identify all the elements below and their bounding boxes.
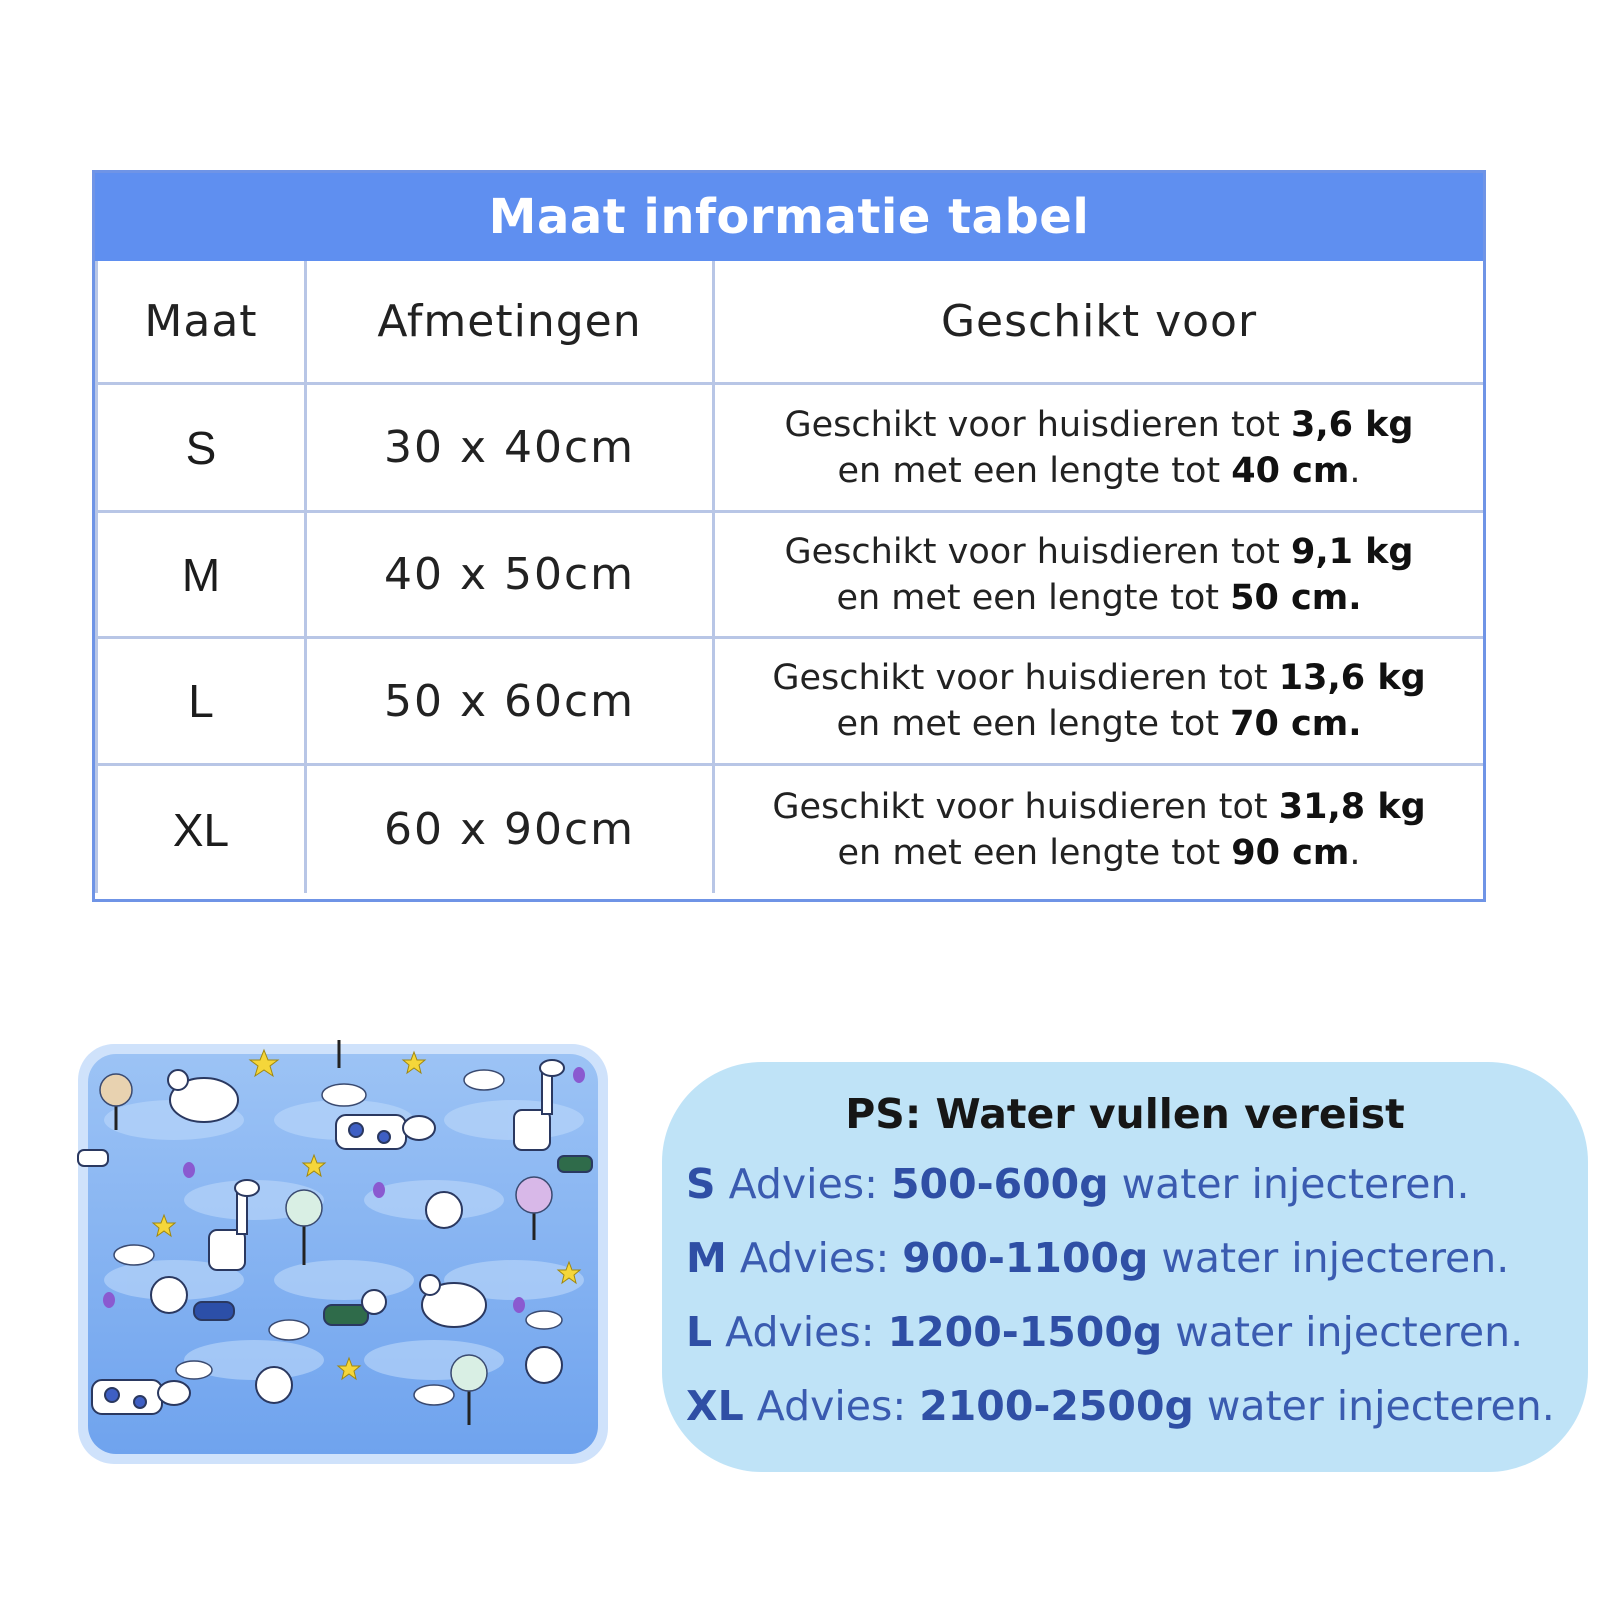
size-cell-m: M — [95, 513, 307, 639]
suitable-line-length — [838, 830, 1361, 876]
weight-value: 3,6 kg — [1290, 404, 1414, 445]
advice-line-l — [686, 1308, 1588, 1356]
length-value: 90 cm — [1231, 832, 1350, 873]
water-info-title: PS: Water vullen vereist — [845, 1090, 1405, 1138]
suitable-line-length — [836, 701, 1361, 747]
suitable-cell-s — [715, 385, 1483, 513]
advice-line-m — [686, 1234, 1588, 1282]
weight-value: 13,6 kg — [1278, 658, 1426, 698]
weight-value: 9,1 kg — [1290, 531, 1414, 572]
suitable-line-weight — [772, 655, 1425, 701]
size-cell-l: L — [95, 639, 307, 766]
column-header-size: Maat — [95, 261, 307, 385]
suitable-line-length — [838, 448, 1361, 494]
column-header-dimensions: Afmetingen — [307, 261, 715, 385]
text: Geschikt voor huisdieren tot — [772, 786, 1279, 827]
text: en met een lengte tot — [836, 704, 1231, 744]
length-value: 40 cm — [1231, 450, 1350, 491]
advice-size: L — [686, 1308, 713, 1356]
advice-amount: 900-1100g — [902, 1234, 1149, 1282]
dimensions-cell-l: 50 x 60cm — [307, 639, 715, 766]
advice-label: Advies: — [743, 1382, 920, 1430]
text: . — [1349, 450, 1361, 491]
text: Geschikt voor huisdieren tot — [784, 531, 1291, 572]
advice-amount: 500-600g — [891, 1160, 1109, 1208]
water-fill-info — [662, 1062, 1588, 1472]
suitable-cell-l — [715, 639, 1483, 766]
suitable-line-weight — [772, 784, 1425, 830]
table-grid — [95, 261, 1483, 899]
suitable-line-weight — [785, 402, 1414, 448]
length-value: 70 cm. — [1230, 704, 1362, 744]
advice-label: Advies: — [712, 1308, 888, 1356]
table-title: Maat informatie tabel — [95, 173, 1483, 261]
text: Geschikt voor huisdieren tot — [784, 404, 1291, 445]
suitable-line-length — [836, 575, 1361, 621]
advice-amount: 2100-2500g — [919, 1382, 1194, 1430]
advice-suffix: water injecteren. — [1108, 1160, 1470, 1208]
size-info-table — [92, 170, 1486, 902]
size-cell-s: S — [95, 385, 307, 513]
suitable-line-weight — [785, 529, 1414, 575]
text: Geschikt voor huisdieren tot — [772, 658, 1279, 698]
column-header-suitable: Geschikt voor — [715, 261, 1483, 385]
advice-size: M — [686, 1234, 727, 1282]
advice-label: Advies: — [715, 1160, 892, 1208]
length-value: 50 cm. — [1230, 577, 1362, 618]
advice-amount: 1200-1500g — [887, 1308, 1163, 1356]
dimensions-cell-xl: 60 x 90cm — [307, 766, 715, 893]
advice-suffix: water injecteren. — [1193, 1382, 1555, 1430]
advice-line-s — [686, 1160, 1588, 1208]
advice-size: XL — [686, 1382, 744, 1430]
dimensions-cell-s: 30 x 40cm — [307, 385, 715, 513]
suitable-cell-m — [715, 513, 1483, 639]
text: en met een lengte tot — [837, 832, 1232, 873]
advice-label: Advies: — [726, 1234, 903, 1282]
size-cell-xl: XL — [95, 766, 307, 893]
advice-size: S — [686, 1160, 716, 1208]
text: en met een lengte tot — [836, 577, 1231, 618]
text: . — [1349, 832, 1361, 873]
advice-suffix: water injecteren. — [1162, 1308, 1524, 1356]
weight-value: 31,8 kg — [1278, 786, 1426, 827]
dimensions-cell-m: 40 x 50cm — [307, 513, 715, 639]
suitable-cell-xl — [715, 766, 1483, 893]
text: en met een lengte tot — [837, 450, 1232, 491]
advice-line-xl — [686, 1382, 1588, 1430]
cooling-mat-image — [74, 1040, 614, 1470]
advice-suffix: water injecteren. — [1148, 1234, 1510, 1282]
